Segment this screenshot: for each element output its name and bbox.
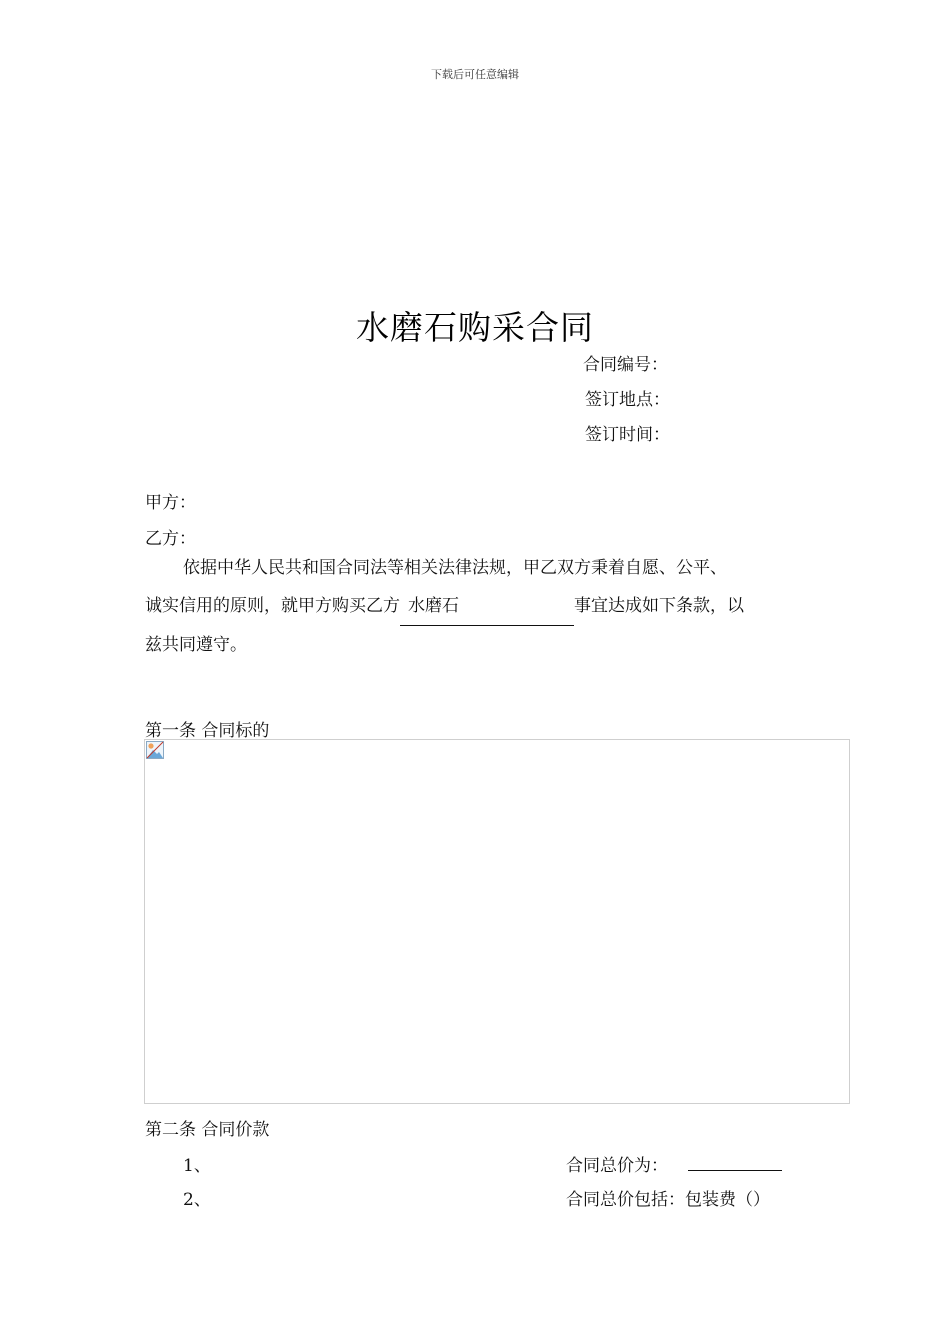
price-item-1-text xyxy=(566,1151,782,1176)
contract-number-label: 合同编号： xyxy=(583,355,668,375)
page-header-note: 下载后可任意编辑 xyxy=(431,68,519,81)
section-2-heading: 第二条 合同价款 xyxy=(145,1120,270,1140)
contract-subject-image-frame xyxy=(144,739,850,1104)
document-title: 水磨石购采合同 xyxy=(356,308,594,347)
intro-line-2 xyxy=(145,587,744,626)
intro-line-1: 依据中华人民共和国合同法等相关法律法规，甲乙双方秉着自愿、公平、 xyxy=(183,558,727,578)
total-price-blank xyxy=(688,1156,782,1171)
intro-line-2-after: 事宜达成如下条款，以 xyxy=(574,596,744,616)
party-b-label: 乙方： xyxy=(145,529,196,549)
broken-image-icon xyxy=(146,741,164,759)
price-item-2-number: 2、 xyxy=(183,1190,211,1210)
product-fill-field: 水磨石 xyxy=(400,587,574,626)
intro-line-3: 兹共同遵守。 xyxy=(145,635,247,655)
intro-line-2-before: 诚实信用的原则，就甲方购买乙方 xyxy=(145,596,400,616)
total-price-label: 合同总价为： xyxy=(566,1156,668,1176)
signing-time-label: 签订时间： xyxy=(585,425,670,445)
party-a-label: 甲方： xyxy=(145,493,196,513)
section-1-heading: 第一条 合同标的 xyxy=(145,721,270,741)
intro-paragraph xyxy=(145,549,744,664)
price-item-2-text: 合同总价包括：包装费（） xyxy=(566,1190,770,1210)
signing-place-label: 签订地点： xyxy=(585,390,670,410)
price-item-1-number: 1、 xyxy=(183,1156,211,1176)
